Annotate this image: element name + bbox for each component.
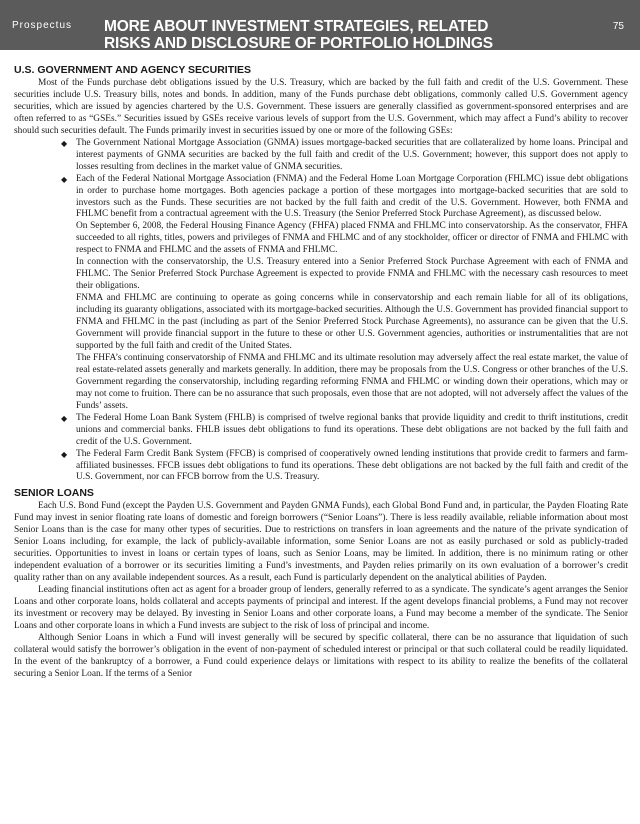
going-concern-paragraph: FNMA and FHLMC are continuing to operate as going concerns while in conservatorship and each remain liable for all of its obligations, including its guaranty obligations, associated with its mortgage-backed securities. Although the U.S. Government has provided financial support to FNMA and FHLMC in the past (including as part of the Senior Preferred Stock Purchase Agreements), no assurance can be given that the U.S. Government will provide financial support in the future to these or other U.S. Government agencies, authorities or instrumentalities that are not supported by the full faith and credit of the United States. [76,293,628,351]
page-header [0,0,640,50]
collateral-paragraph: Although Senior Loans in which a Fund will invest generally will be secured by specific collateral, there can be no assurance that liquidation of such collateral would satisfy the borrower’s obligation in the event of non-payment of scheduled interest or principal or that such collateral could be readily liquidated. In the event of the bankruptcy of a borrower, a Fund could experience delays or limitations with respect to its ability to realize the benefits of the collateral securing a Senior Loan. If the terms of a Senior [14,632,628,679]
list-item-ffcb [14,449,628,485]
bullet-icon: ◆ [61,138,68,148]
list-item-text: The Federal Home Loan Bank System (FHLB) is comprised of twelve regional banks that provide liquidity and credit to thrift institutions, credit unions and commercial banks. FHLB issues debt obligations to fund its operations. These debt obligations are not backed by the full faith and credit of the U.S. Government. [76,412,628,447]
list-item-gnma [14,138,628,174]
document-body [14,64,628,681]
list-item-text: The Federal Farm Credit Bank System (FFCB) is comprised of cooperatively owned lending institutions that provide credit to farmers and farm-affiliated businesses. FFCB issues debt obligations to fund its operations. These debt obligations are not backed by the full faith and credit of the U.S. Government, nor can FFCB borrow from the U.S. Treasury. [76,448,628,483]
list-item-text: Each of the Federal National Mortgage Association (FNMA) and the Federal Home Loan Mortgage Corporation (FHLMC) issue debt obligations in order to purchase home mortgages. Both agencies package a portion of these mortgages into mortgage-backed securities that are sold to investors such as the Funds. These securities are not backed by the full faith and credit of the U.S. Government. However, both FNMA and FHLMC benefit from a contractual agreement with the U.S. Treasury (the Senior Preferred Stock Purchase Agreement), as discussed below. [76,173,628,220]
stock-purchase-paragraph: In connection with the conservatorship, the U.S. Treasury entered into a Senior Preferred Stock Purchase Agreement with each of FNMA and FHLMC. The Senior Preferred Stock Purchase Agreement is expected to provide FNMA and FHLMC with the necessary cash resources to meet their obligations. [76,257,628,292]
syndicate-paragraph: Leading financial institutions often act as agent for a broader group of lenders, generally referred to as a syndicate. The syndicate’s agent arranges the Senior Loans and other corporate loans, holds collateral and accepts payments of principal and interest. If the agent develops financial problems, a Fund may not recover its investment or recovery may be delayed. By investing in Senior Loans and other corporate loans, a Fund may become a member of the syndicate. The Senior Loans and other corporate loans in which a Fund invests are subject to the risk of loss of principal and income. [14,585,628,631]
bullet-icon: ◆ [61,413,68,423]
bullet-icon: ◆ [61,449,68,459]
page-title: MORE ABOUT INVESTMENT STRATEGIES, RELATED RISKS AND DISCLOSURE OF PORTFOLIO HOLDINGS [104,18,493,52]
bullet-icon: ◆ [61,174,68,184]
page-number: 75 [612,21,624,32]
senior-loans-paragraph: Each U.S. Bond Fund (except the Payden U.S. Government and Payden GNMA Funds), each Global Bond Fund and, in particular, the Payden Floating Rate Fund may invest in senior floating rate loans of domestic and foreign borrowers (“Senior Loans”). There is less readily available, reliable information about most Senior Loans than is the case for many other types of securities. Due to restrictions on transfers in loan agreements and the nature of the private syndication of Senior Loans including, for example, the lack of publicly-available information, some Senior Loans are not as easily purchased or sold as publicly-traded securities. Opportunities to invest in loans or certain types of loans, such as Senior Loans, may be limited. In addition, there is no minimum rating or other independent evaluation of a borrower or its securities limiting a Fund’s investments, and Payden relies primarily on its own evaluation of a borrower’s credit quality rather than on any available independent sources. As a result, each Fund is particularly dependent on the analytical abilities of Payden. [14,501,628,584]
section-heading-us-government: U.S. GOVERNMENT AND AGENCY SECURITIES [14,64,252,76]
prospectus-label: Prospectus [12,20,73,31]
gse-list [14,138,628,485]
intro-paragraph: Most of the Funds purchase debt obligations issued by the U.S. Treasury, which are backed by the full faith and credit of the U.S. Government. These securities include U.S. Treasury bills, notes and bonds. In addition, many of the Funds purchase debt obligations, commonly called U.S. Government agency securities, which are issued by agencies chartered by the U.S. Government. These issuers are generally classified as government-sponsored enterprises and are often referred to as “GSEs.” Securities issued by GSEs receive various levels of support from the U.S. Government, which may affect a Fund’s ability to recover should such securities default. The Funds primarily invest in securities issued by one or more of the following GSEs: [14,78,628,136]
conservatorship-paragraph: On September 6, 2008, the Federal Housing Finance Agency (FHFA) placed FNMA and FHLMC into conservatorship. As the conservator, FHFA succeeded to all rights, titles, powers and privileges of FNMA and FHLMC and of any stockholder, officer or director of FNMA and FHLMC with respect to FNMA and FHLMC and the assets of FNMA and FHLMC. [76,221,628,256]
list-item-text: The Government National Mortgage Association (GNMA) issues mortgage-backed securities that are collateralized by home loans. Principal and interest payments of GNMA securities are backed by the full faith and credit of the U.S. Government; however, this support does not apply to losses resulting from declines in the market value of GNMA securities. [76,137,628,172]
fhfa-resolution-paragraph: The FHFA’s continuing conservatorship of FNMA and FHLMC and its ultimate resolution may adversely affect the real estate market, the value of real estate-related assets generally and markets generally. In addition, there may be proposals from the U.S. Congress or other branches of the U.S. Government regarding the conservatorship, including regarding reforming FNMA and FHLMC or winding down their operations, which may or may not come to fruition. There can be no assurance that such proposals, even those that are not adopted, will not adversely affect the values of the Funds’ assets. [76,352,628,411]
list-item-fnma-fhlmc [14,174,628,413]
section-heading-senior-loans: SENIOR LOANS [14,487,94,500]
list-item-fhlb [14,413,628,449]
